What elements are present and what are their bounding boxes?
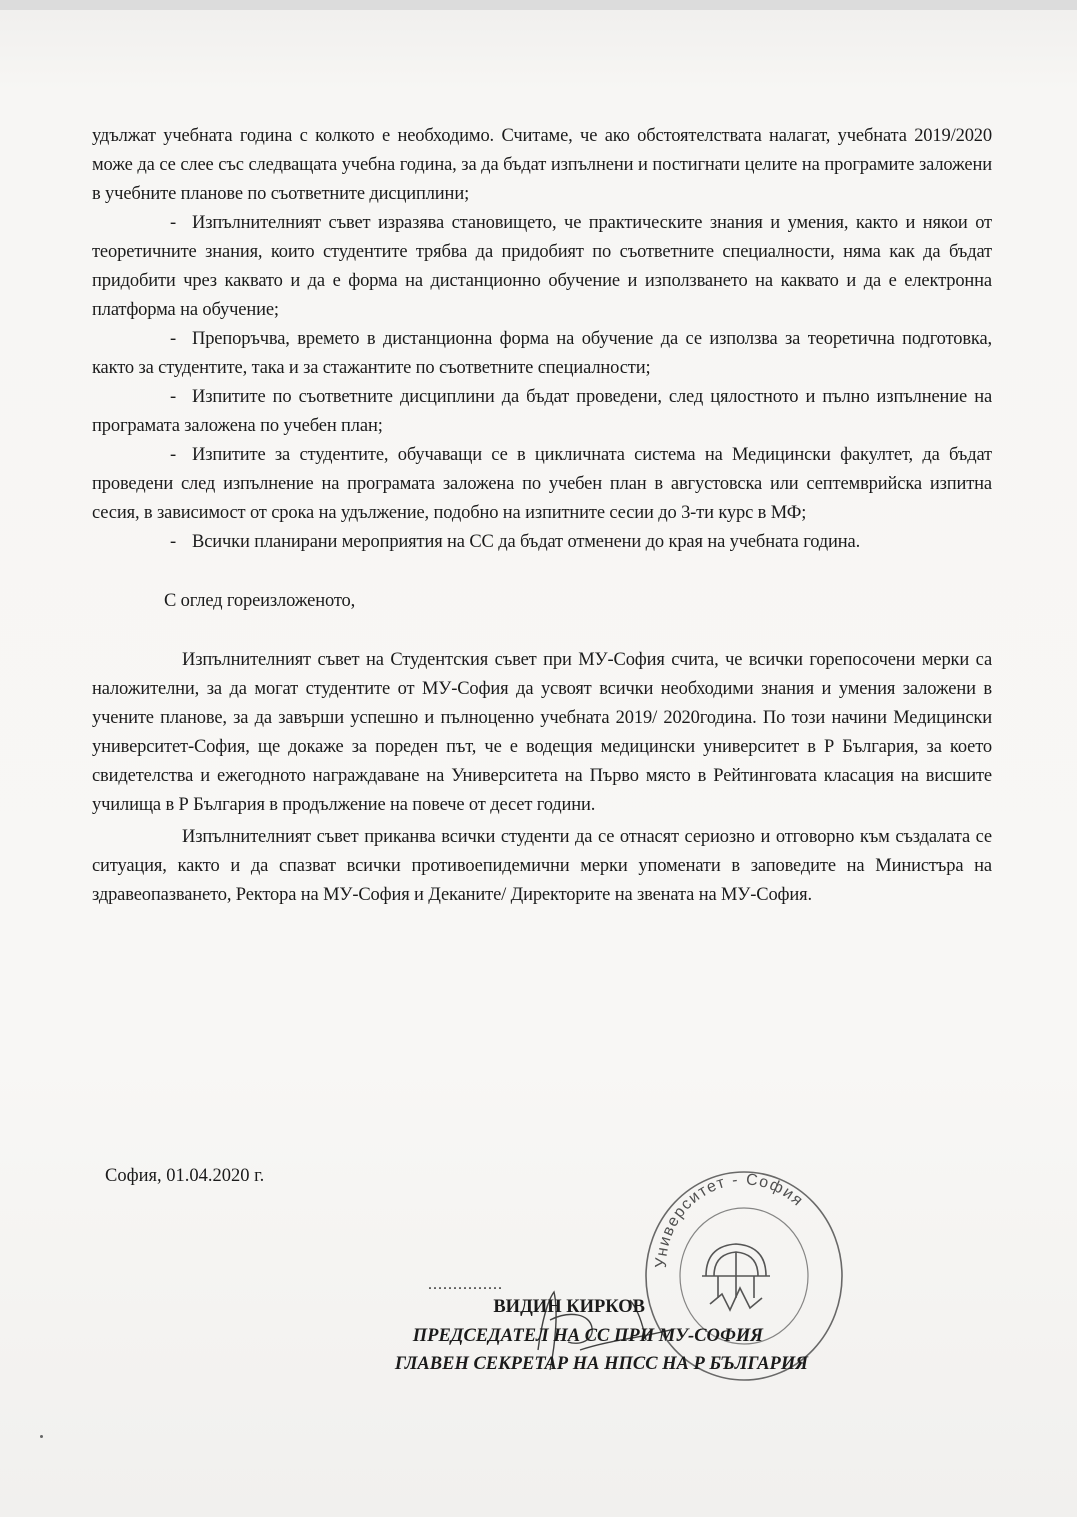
stamp-text: Университет - София: [652, 1171, 807, 1269]
bullet-item: [92, 441, 992, 528]
bullet-dash: -: [170, 445, 177, 465]
bullet-item: [92, 209, 992, 325]
top-edge-strip: [0, 0, 1077, 10]
paragraph-conclusion: Изпълнителният съвет на Студентския съвет при МУ-София счита, че всички горепосочени мерки са наложителни, за да могат студентите от МУ-София да усвоят всички необходими знания и умения заложени в учените планове, за да завърши успешно и пълноценно учебната 2019/ 2020година. По този начини Медицински университет-София, ще докаже за пореден път, че е водещия медицински университет в Р България, за което свидетелства и ежегодното награждаване на Университета на Първо място в Рейтинговата класация на висшите училища в Р България в продължение на повече от десет години.: [92, 650, 992, 815]
signature-block: [300, 1292, 820, 1378]
bullet-item: [92, 528, 992, 557]
paragraph-appeal: Изпълнителният съвет приканва всички студенти да се отнасят сериозно и отговорно към създалата се ситуация, както и да спазват всички противоепидемични мерки упоменати в заповедите на Министъра на здравеопазването, Ректора на МУ-София и Деканите/ Директорите на звената на МУ-София.: [92, 827, 992, 905]
bullet-item: [92, 383, 992, 441]
bullet-text: Изпитите за студентите, обучаващи се в цикличната система на Медицински факултет, да бъдат проведени след изпълнение на програмата заложена по учебен план в августовска или септемврийска изпитна сесия, в зависимост от срока на удължение, подобно на изпитните сесии до 3-ти курс в МФ;: [92, 445, 992, 523]
paragraph-opening: удължат учебната година с колкото е необходимо. Считаме, че ако обстоятелствата налагат, учебната 2019/2020 може да се слее със следващата учебна година, за да бъдат изпълнени и постигнати целите на програмите заложени в учебните планове по съответните дисциплини;: [92, 126, 992, 204]
bullet-item: [92, 325, 992, 383]
bullet-text: Препоръчва, времето в дистанционна форма на обучение да се използва за теоретична подготовка, както за студентите, така и за стажантите по съответните специалности;: [92, 329, 992, 378]
bullet-text: Всички планирани мероприятия на СС да бъдат отменени до края на учебната година.: [192, 532, 861, 552]
bullet-dash: -: [170, 329, 177, 349]
intro-line: С оглед гореизложеното,: [164, 591, 356, 611]
bullet-dash: -: [170, 387, 177, 407]
paper-speck: [40, 1435, 43, 1438]
signer-name: ВИДИН КИРКОВ: [493, 1297, 645, 1317]
signature-dotted-line: ...............: [428, 1276, 503, 1293]
bullet-dash: -: [170, 213, 177, 233]
document-body: [92, 122, 992, 910]
signer-title-chairman: ПРЕДСЕДАТЕЛ НА СС ПРИ МУ-СОФИЯ: [412, 1326, 763, 1346]
bullet-dash: -: [170, 532, 177, 552]
bullet-text: Изпитите по съответните дисциплини да бъдат проведени, след цялостното и пълно изпълнение на програмата заложена по учебен план;: [92, 387, 992, 436]
signer-title-secretary: ГЛАВЕН СЕКРЕТАР НА НПСС НА Р БЪЛГАРИЯ: [394, 1354, 808, 1374]
bullet-text: Изпълнителният съвет изразява становището, че практическите знания и умения, както и някои от теоретичните знания, които студентите трябва да придобият по съответните специалности, няма как да бъдат придобити чрез каквато и да е форма на дистанционно обучение и използването на каквато и да е електронна платформа на обучение;: [92, 213, 992, 320]
date-line: София, 01.04.2020 г.: [105, 1166, 265, 1186]
